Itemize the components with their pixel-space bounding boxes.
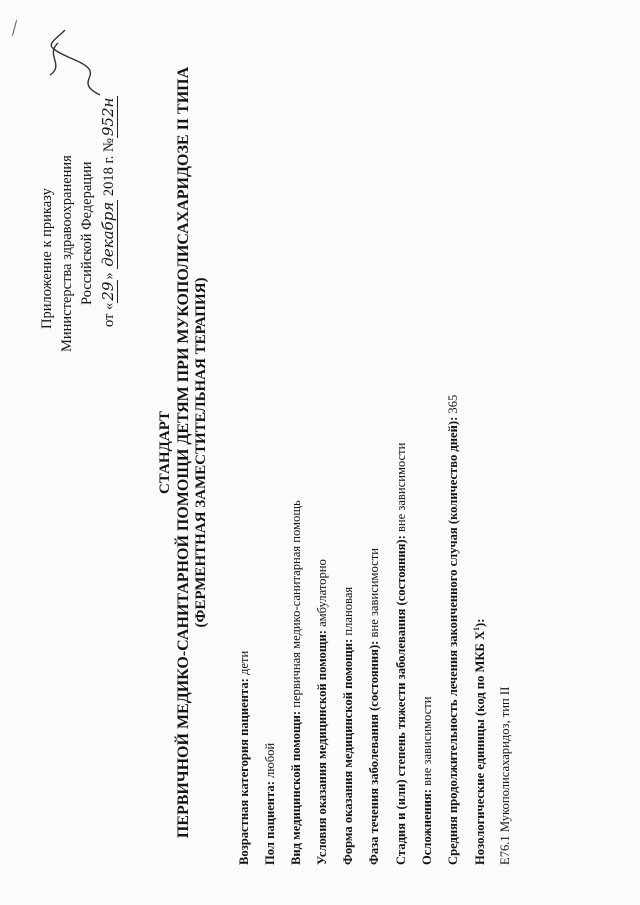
handwritten-month: декабря [99, 201, 117, 267]
title-line-1: ПЕРВИЧНОЙ МЕДИКО-САНИТАРНОЙ ПОМОЩИ ДЕТЯМ ПРИ МУКОПОЛИСАХАРИДОЗЕ II ТИПА [175, 66, 192, 839]
date-mid: » [101, 268, 117, 280]
field-value: вне зависимости [420, 696, 434, 790]
field-label: Пол пациента: [263, 781, 277, 865]
field-treatment-duration [447, 395, 460, 865]
field-label: Условия оказания медицинской помощи: [315, 630, 329, 865]
field-value: вне зависимости [367, 548, 381, 641]
appendix-line-3: Российской Федерации [79, 161, 95, 305]
field-label: Вид медицинской помощи: [289, 710, 303, 865]
field-value: дети [237, 650, 251, 679]
field-complications [421, 696, 434, 865]
field-value: вне зависимости [394, 442, 408, 536]
date-year: 2018 г. № [101, 138, 117, 200]
field-label: Нозологические единицы (код по МКБ X [473, 630, 488, 865]
field-care-conditions [316, 559, 329, 865]
signature-scribble [30, 15, 120, 105]
appendix-line-1: Приложение к приказу [39, 188, 55, 329]
title-line-2: (ФЕРМЕНТНАЯ ЗАМЕСТИТЕЛЬНАЯ ТЕРАПИЯ) [193, 277, 209, 628]
field-sex [264, 743, 277, 865]
field-label: Форма оказания медицинской помощи: [341, 638, 355, 865]
handwritten-day: 29 [99, 281, 117, 301]
field-label: Средняя продолжительность лечения законченного случая (количество дней): [446, 416, 460, 865]
field-label: Осложнения: [420, 789, 434, 865]
field-label: Возрастная категория пациента: [237, 678, 251, 865]
field-care-form [342, 587, 355, 865]
field-value: 365 [446, 394, 460, 417]
field-label: Фаза течения заболевания (состояния): [367, 640, 381, 865]
field-nosology-units [473, 619, 487, 865]
nosology-code: E76.1 Мукополисахаридоз, тип II [498, 686, 512, 865]
field-age-category [238, 651, 251, 865]
field-label: Стадия и (или) степень тяжести заболевания (состояния): [394, 535, 408, 865]
field-care-type [290, 500, 303, 865]
field-value: плановая [341, 586, 355, 639]
appendix-date-line [101, 96, 117, 327]
handwritten-number: 952н [99, 97, 117, 137]
footnote-marker: 1 [472, 626, 481, 631]
field-value: амбулаторно [315, 559, 329, 631]
field-label-end: ): [473, 618, 488, 627]
field-value: любой [263, 742, 277, 782]
title-heading: СТАНДАРТ [157, 410, 173, 495]
field-value: первичная медико-санитарная помощь [289, 500, 303, 711]
field-disease-phase [368, 548, 381, 865]
field-disease-stage [395, 443, 408, 865]
date-prefix: от « [101, 302, 117, 327]
appendix-line-2: Министерства здравоохранения [59, 155, 75, 352]
